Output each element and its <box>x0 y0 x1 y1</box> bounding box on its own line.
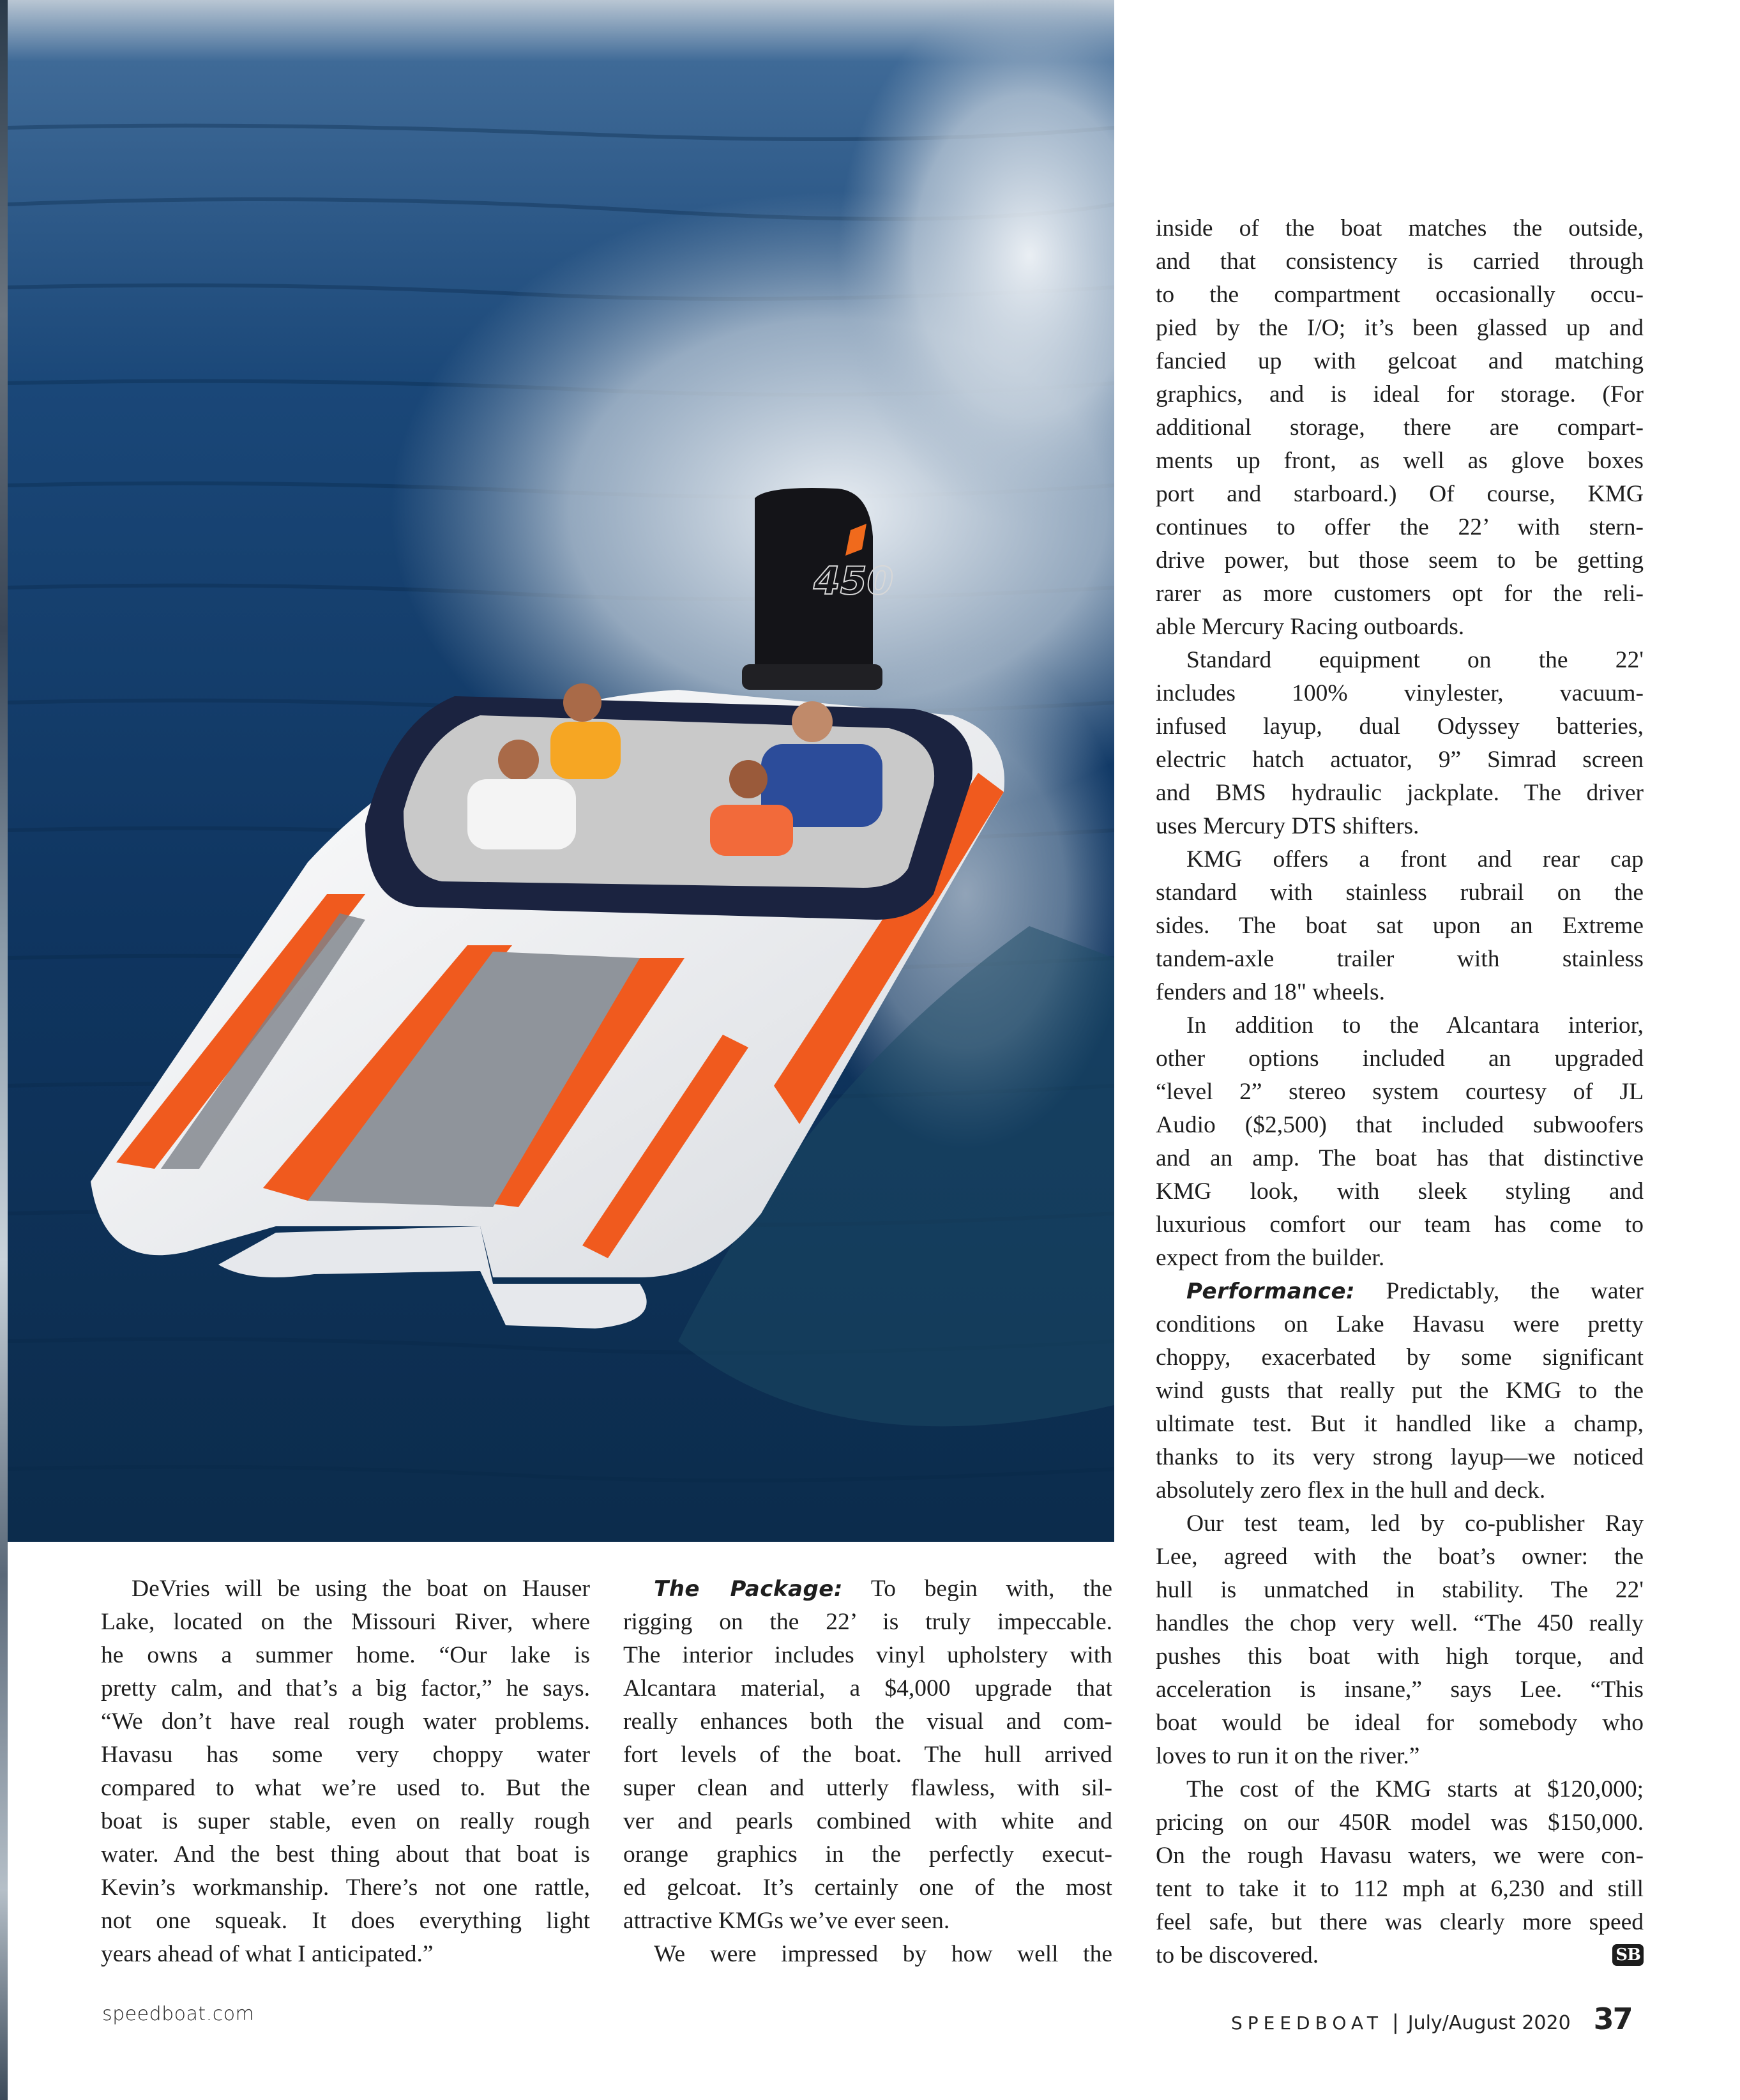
footer-folio <box>1231 2002 1632 2036</box>
text-line: ments up front, as well as glove boxes <box>1156 448 1644 474</box>
text-line: “level 2” stereo system courtesy of JL <box>1156 1079 1644 1105</box>
text-line: thanks to its very strong layup—we noticed <box>1156 1444 1644 1470</box>
text-line-with-lead <box>1156 1275 1644 1308</box>
text-line: hull is unmatched in stability. The 22' <box>1156 1577 1644 1603</box>
text-line: drive power, but those seem to be getting <box>1156 547 1644 574</box>
text-line: and that consistency is carried through <box>1156 248 1644 275</box>
text-line: The interior includes vinyl upholstery with <box>623 1642 1112 1668</box>
text-line: fancied up with gelcoat and matching <box>1156 348 1644 374</box>
text-line: port and starboard.) Of course, KMG <box>1156 481 1644 507</box>
text-line: KMG offers a front and rear cap <box>1186 846 1644 872</box>
text-line: Lake, located on the Missouri River, where <box>101 1609 590 1635</box>
text-line: other options included an upgraded <box>1156 1046 1644 1072</box>
text-line: graphics, and is ideal for storage. (For <box>1156 381 1644 407</box>
text-line: boat would be ideal for somebody who <box>1156 1710 1644 1736</box>
facing-page-gutter <box>0 0 8 2100</box>
sb-end-mark-icon: SB <box>1612 1944 1644 1966</box>
text-line: Audio ($2,500) that included subwoofers <box>1156 1112 1644 1138</box>
text-line: orange graphics in the perfectly execut- <box>623 1841 1112 1868</box>
text-line: feel safe, but there was clearly more speed <box>1156 1909 1644 1935</box>
magazine-name: SPEEDBOAT <box>1231 2013 1383 2034</box>
footer-website: speedboat.com <box>102 2003 255 2025</box>
text-fragment: To begin with, the <box>870 1576 1112 1602</box>
text-line-with-lead <box>623 1572 1112 1606</box>
text-line: to the compartment occasionally occu- <box>1156 282 1644 308</box>
text-line: rarer as more customers opt for the reli- <box>1156 581 1644 607</box>
text-line: infused layup, dual Odyssey batteries, <box>1156 713 1644 740</box>
text-line: inside of the boat matches the outside, <box>1156 215 1644 241</box>
text-line: acceleration is insane,” says Lee. “This <box>1156 1677 1644 1703</box>
text-line: tent to take it to 112 mph at 6,230 and still <box>1156 1876 1644 1902</box>
text-line: continues to offer the 22’ with stern- <box>1156 514 1644 540</box>
text-line: We were impressed by how well the <box>654 1941 1112 1967</box>
text-line: and an amp. The boat has that distinctive <box>1156 1145 1644 1171</box>
boat-photo <box>8 0 1114 1542</box>
text-line: expect from the builder. <box>1156 1245 1385 1271</box>
text-line: compared to what we’re used to. But the <box>101 1775 590 1801</box>
text-line: The cost of the KMG starts at $120,000; <box>1186 1776 1644 1802</box>
article-column-middle <box>623 1572 1112 1971</box>
text-line: able Mercury Racing outboards. <box>1156 614 1465 640</box>
text-line: uses Mercury DTS shifters. <box>1156 813 1419 839</box>
text-line: ver and pearls combined with white and <box>623 1808 1112 1834</box>
text-line: ultimate test. But it handled like a champ, <box>1156 1411 1644 1437</box>
text-line: absolutely zero flex in the hull and deck. <box>1156 1477 1546 1503</box>
text-line: pied by the I/O; it’s been glassed up and <box>1156 315 1644 341</box>
text-line: In addition to the Alcantara interior, <box>1186 1012 1644 1039</box>
text-line: boat is super stable, even on really rough <box>101 1808 590 1834</box>
text-line: pricing on our 450R model was $150,000. <box>1156 1809 1644 1836</box>
text-line: water. And the best thing about that boat is <box>101 1841 590 1868</box>
text-line: standard with stainless rubrail on the <box>1156 879 1644 906</box>
article-column-right <box>1156 212 1644 1972</box>
text-line: wind gusts that really put the KMG to the <box>1156 1378 1644 1404</box>
text-line: Standard equipment on the 22' <box>1186 647 1644 673</box>
text-line: and BMS hydraulic jackplate. The driver <box>1156 780 1644 806</box>
text-line-final <box>1156 1939 1644 1972</box>
svg-text:450: 450 <box>813 559 894 604</box>
text-line: fenders and 18" wheels. <box>1156 979 1385 1005</box>
text-line: super clean and utterly flawless, with sil- <box>623 1775 1112 1801</box>
text-line: really enhances both the visual and com- <box>623 1708 1112 1735</box>
section-heading-the-package: The Package: <box>654 1576 843 1602</box>
text-line: Our test team, led by co-publisher Ray <box>1186 1510 1644 1537</box>
text-line: conditions on Lake Havasu were pretty <box>1156 1311 1644 1337</box>
section-heading-performance: Performance: <box>1186 1279 1356 1304</box>
text-line: pushes this boat with high torque, and <box>1156 1643 1644 1670</box>
text-line: attractive KMGs we’ve ever seen. <box>623 1908 950 1934</box>
text-line: loves to run it on the river.” <box>1156 1743 1420 1769</box>
text-line: handles the chop very well. “The 450 really <box>1156 1610 1644 1636</box>
text-line: Kevin’s workmanship. There’s not one rattle, <box>101 1875 590 1901</box>
text-line: luxurious comfort our team has come to <box>1156 1212 1644 1238</box>
text-line: ed gelcoat. It’s certainly one of the most <box>623 1875 1112 1901</box>
boat-photo-illustration <box>8 0 1114 1542</box>
text-line: electric hatch actuator, 9” Simrad screen <box>1156 747 1644 773</box>
text-line: Havasu has some very choppy water <box>101 1742 590 1768</box>
folio-separator: | <box>1391 2010 1399 2034</box>
text-line: includes 100% vinylester, vacuum- <box>1156 680 1644 706</box>
text-line: tandem-axle trailer with stainless <box>1156 946 1644 972</box>
text-line: rigging on the 22’ is truly impeccable. <box>623 1609 1112 1635</box>
text-fragment: to be discovered. <box>1156 1942 1319 1968</box>
text-line: On the rough Havasu waters, we were con- <box>1156 1843 1644 1869</box>
text-line: he owns a summer home. “Our lake is <box>101 1642 590 1668</box>
text-line: sides. The boat sat upon an Extreme <box>1156 913 1644 939</box>
text-fragment: Predictably, the water <box>1386 1278 1644 1304</box>
text-line: choppy, exacerbated by some significant <box>1156 1344 1644 1371</box>
text-line: “We don’t have real rough water problems. <box>101 1708 590 1735</box>
article-column-left <box>101 1572 590 1971</box>
text-line: additional storage, there are compart- <box>1156 415 1644 441</box>
text-line: KMG look, with sleek styling and <box>1156 1178 1644 1205</box>
text-line: Alcantara material, a $4,000 upgrade that <box>623 1675 1112 1701</box>
text-line: pretty calm, and that’s a big factor,” he says. <box>101 1675 590 1701</box>
page-number: 37 <box>1593 2002 1632 2036</box>
issue-date: July/August 2020 <box>1407 2012 1571 2034</box>
text-line: fort levels of the boat. The hull arrived <box>623 1742 1112 1768</box>
text-line: years ahead of what I anticipated.” <box>101 1941 434 1967</box>
text-line: Lee, agreed with the boat’s owner: the <box>1156 1544 1644 1570</box>
text-line: DeVries will be using the boat on Hauser <box>132 1576 590 1602</box>
text-line: not one squeak. It does everything light <box>101 1908 590 1934</box>
